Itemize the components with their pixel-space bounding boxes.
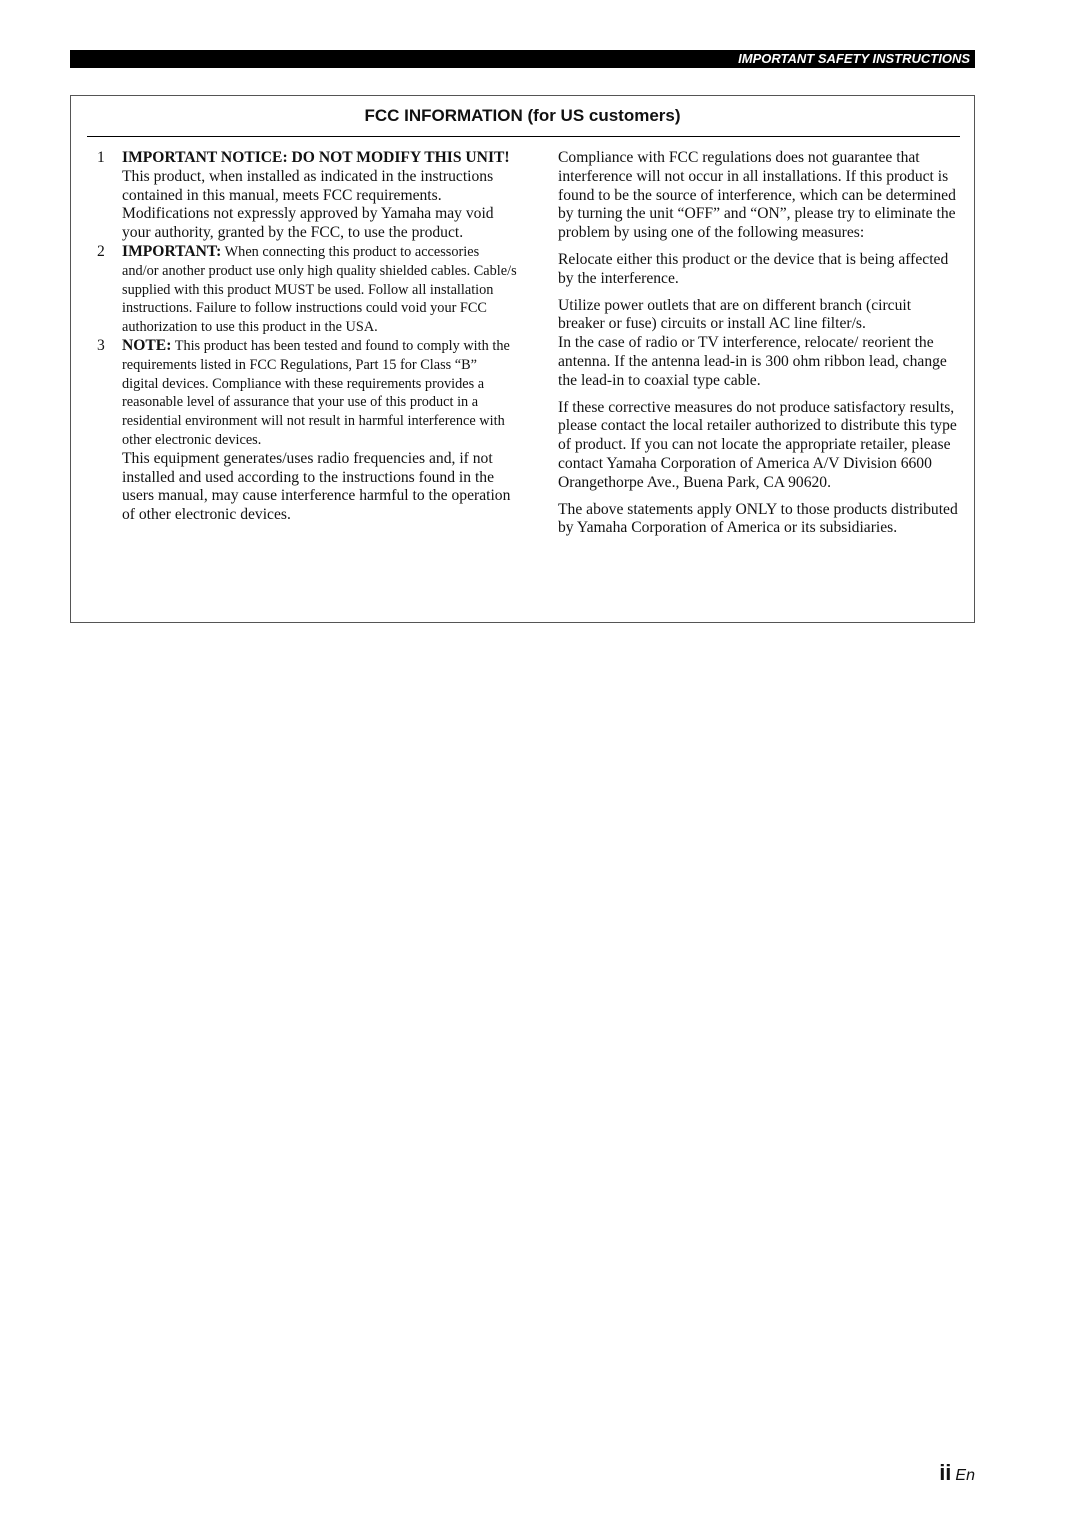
paragraph-power-outlets: Utilize power outlets that are on different branch (circuit breaker or fuse) circuits or install AC line filter/s. — [558, 296, 912, 333]
paragraph-scope: The above statements apply ONLY to those products distributed by Yamaha Corporation of America or its subsidiaries. — [558, 500, 958, 537]
item-lead: IMPORTANT: — [122, 242, 222, 260]
item-body: This product, when installed as indicated in the instructions contained in this manual, meets FCC requirements. Modifications not expressly approved by Yamaha may void your authority, granted by the FCC, to use the product. — [122, 167, 494, 242]
item-number: 1 — [97, 149, 105, 166]
page-number: ii — [939, 1460, 952, 1485]
item-body: When connecting this product to accessories and/or another product use only high quality shielded cables. Cable/s supplied with this product MUST be used. Follow all installation instructions. Failure to follow instructions could void your FCC authorization to use this product in the USA. — [122, 243, 517, 336]
list-item-1 — [97, 149, 517, 243]
section-header-bar — [70, 50, 975, 68]
paragraph-antenna: In the case of radio or TV interference, relocate/ reorient the antenna. If the antenna lead-in is 300 ohm ribbon lead, change the lead-in to coaxial type cable. — [558, 334, 947, 389]
page-footer — [939, 1460, 975, 1486]
fcc-box-title: FCC INFORMATION (for US customers) — [364, 106, 681, 125]
item-lead: IMPORTANT NOTICE: DO NOT MODIFY THIS UNIT! — [122, 149, 510, 166]
list-item-3 — [97, 337, 517, 525]
item-number: 3 — [97, 336, 105, 354]
paragraph-relocate: Relocate either this product or the device that is being affected by the interference. — [558, 250, 949, 287]
title-divider — [87, 136, 960, 137]
item-lead: NOTE: — [122, 336, 172, 354]
right-column — [558, 149, 958, 546]
paragraph-corrective-measures: If these corrective measures do not produce satisfactory results, please contact the local retailer authorized to distribute this type of product. If you can not locate the appropriate retailer, please contact Yamaha Corporation of America A/V Division 6600 Orangethorpe Ave., Buena Park, CA 90620. — [558, 398, 957, 491]
paragraph-compliance: Compliance with FCC regulations does not guarantee that interference will not occur in all installations. If this product is found to be the source of interference, which can be determined by turning the unit “OFF” and “ON”, please try to eliminate the problem by using one of the following measures: — [558, 149, 956, 242]
fcc-information-box — [70, 95, 975, 623]
item-number: 2 — [97, 242, 105, 260]
item-body-continued: This equipment generates/uses radio frequencies and, if not installed and used according to the instructions found in the users manual, may cause interference harmful to the operation of other electronic devices. — [122, 449, 511, 524]
list-item-2 — [97, 243, 517, 337]
language-code: En — [955, 1467, 975, 1484]
item-body: This product has been tested and found to comply with the requirements listed in FCC Regulations, Part 15 for Class “B” digital devices. Compliance with these requirements provides a reasonable level of assurance that your use of this product in a residential environment will not result in harmful interference with other electronic devices. — [122, 337, 510, 448]
section-title: IMPORTANT SAFETY INSTRUCTIONS — [738, 51, 970, 66]
left-column — [97, 149, 517, 525]
